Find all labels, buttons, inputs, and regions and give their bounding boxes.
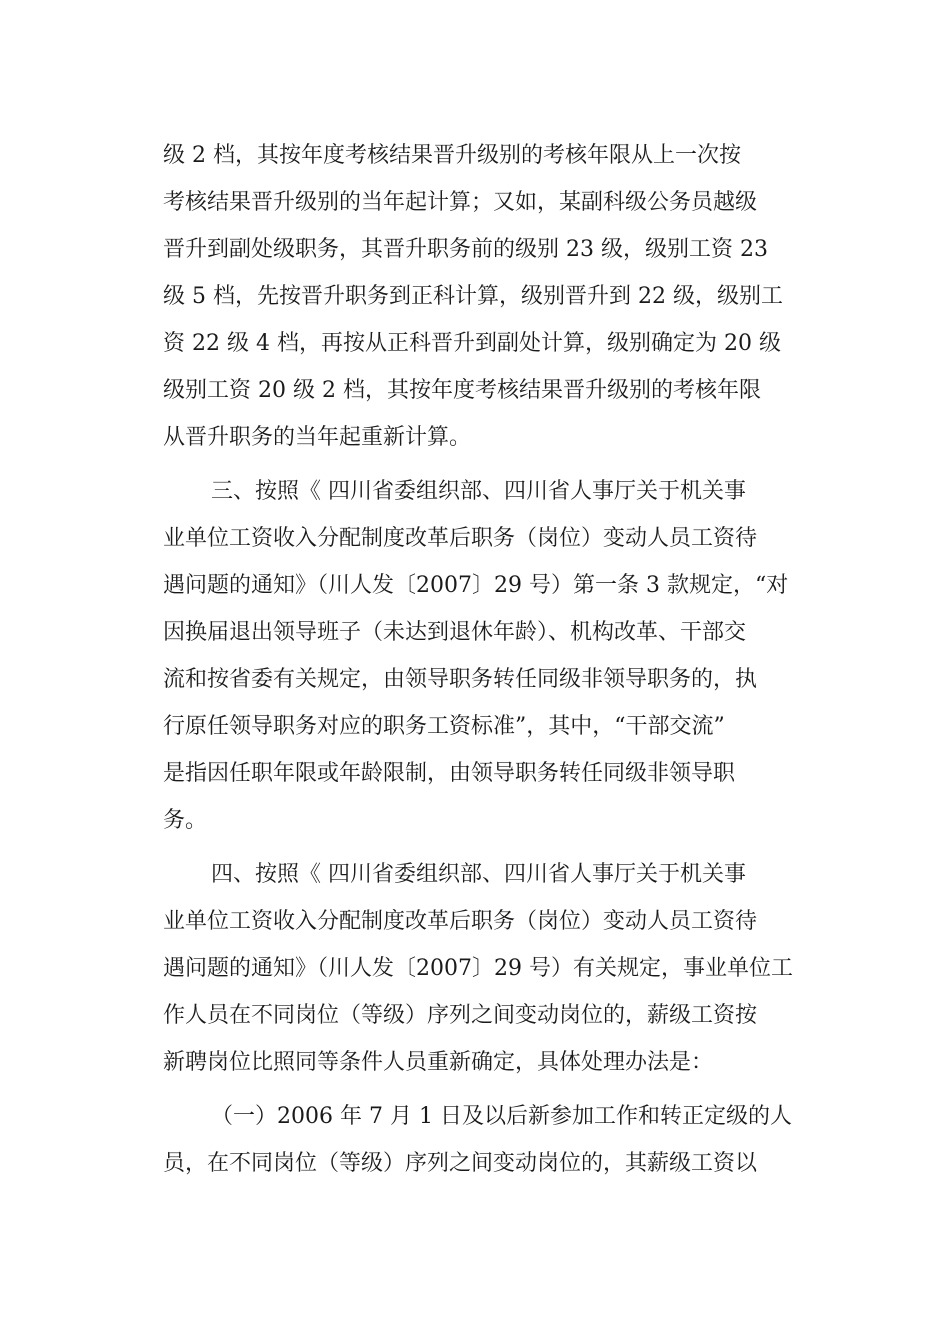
text-line: 四、按照《 四川省委组织部、四川省人事厅关于机关事 — [211, 862, 746, 887]
text-line: 遇问题的通知》（川人发〔2007〕29 号）第一条 3 款规定，“对 — [163, 573, 789, 598]
text-line: 晋升到副处级职务，其晋升职务前的级别 23 级，级别工资 23 — [163, 237, 768, 262]
text-line: 级别工资 20 级 2 档，其按年度考核结果晋升级别的考核年限 — [163, 378, 761, 403]
text-line: 级 5 档，先按晋升职务到正科计算，级别晋升到 22 级，级别工 — [163, 284, 783, 309]
text-line: （一）2006 年 7 月 1 日及以后新参加工作和转正定级的人 — [211, 1104, 792, 1129]
text-line: 作人员在不同岗位（等级）序列之间变动岗位的，薪级工资按 — [163, 1003, 758, 1028]
text-line: 遇问题的通知》（川人发〔2007〕29 号）有关规定，事业单位工 — [163, 956, 793, 981]
text-line: 考核结果晋升级别的当年起计算；又如，某副科级公务员越级 — [163, 190, 758, 215]
text-line: 因换届退出领导班子（未达到退休年龄）、机构改革、干部交 — [163, 620, 747, 645]
document-body — [163, 132, 793, 1194]
text-line: 新聘岗位比照同等条件人员重新确定，具体处理办法是： — [163, 1050, 714, 1075]
text-line: 从晋升职务的当年起重新计算。 — [163, 425, 472, 450]
paragraph-continuation — [163, 132, 793, 461]
text-line: 资 22 级 4 档，再按从正科晋升到副处计算，级别确定为 20 级 — [163, 331, 781, 356]
paragraph-section-three — [163, 468, 793, 844]
text-line: 务。 — [163, 808, 208, 833]
paragraph-subsection-one — [163, 1093, 793, 1187]
text-line: 业单位工资收入分配制度改革后职务（岗位）变动人员工资待 — [163, 909, 758, 934]
text-line: 级 2 档，其按年度考核结果晋升级别的考核年限从上一次按 — [163, 143, 741, 168]
text-line: 是指因任职年限或年龄限制，由领导职务转任同级非领导职 — [163, 761, 736, 786]
text-line: 行原任领导职务对应的职务工资标准”，其中，“干部交流” — [163, 714, 725, 739]
paragraph-section-four — [163, 851, 793, 1086]
text-line: 流和按省委有关规定，由领导职务转任同级非领导职务的，执 — [163, 667, 758, 692]
text-line: 业单位工资收入分配制度改革后职务（岗位）变动人员工资待 — [163, 526, 758, 551]
text-line: 三、按照《 四川省委组织部、四川省人事厅关于机关事 — [211, 479, 746, 504]
text-line: 员，在不同岗位（等级）序列之间变动岗位的，其薪级工资以 — [163, 1151, 758, 1176]
